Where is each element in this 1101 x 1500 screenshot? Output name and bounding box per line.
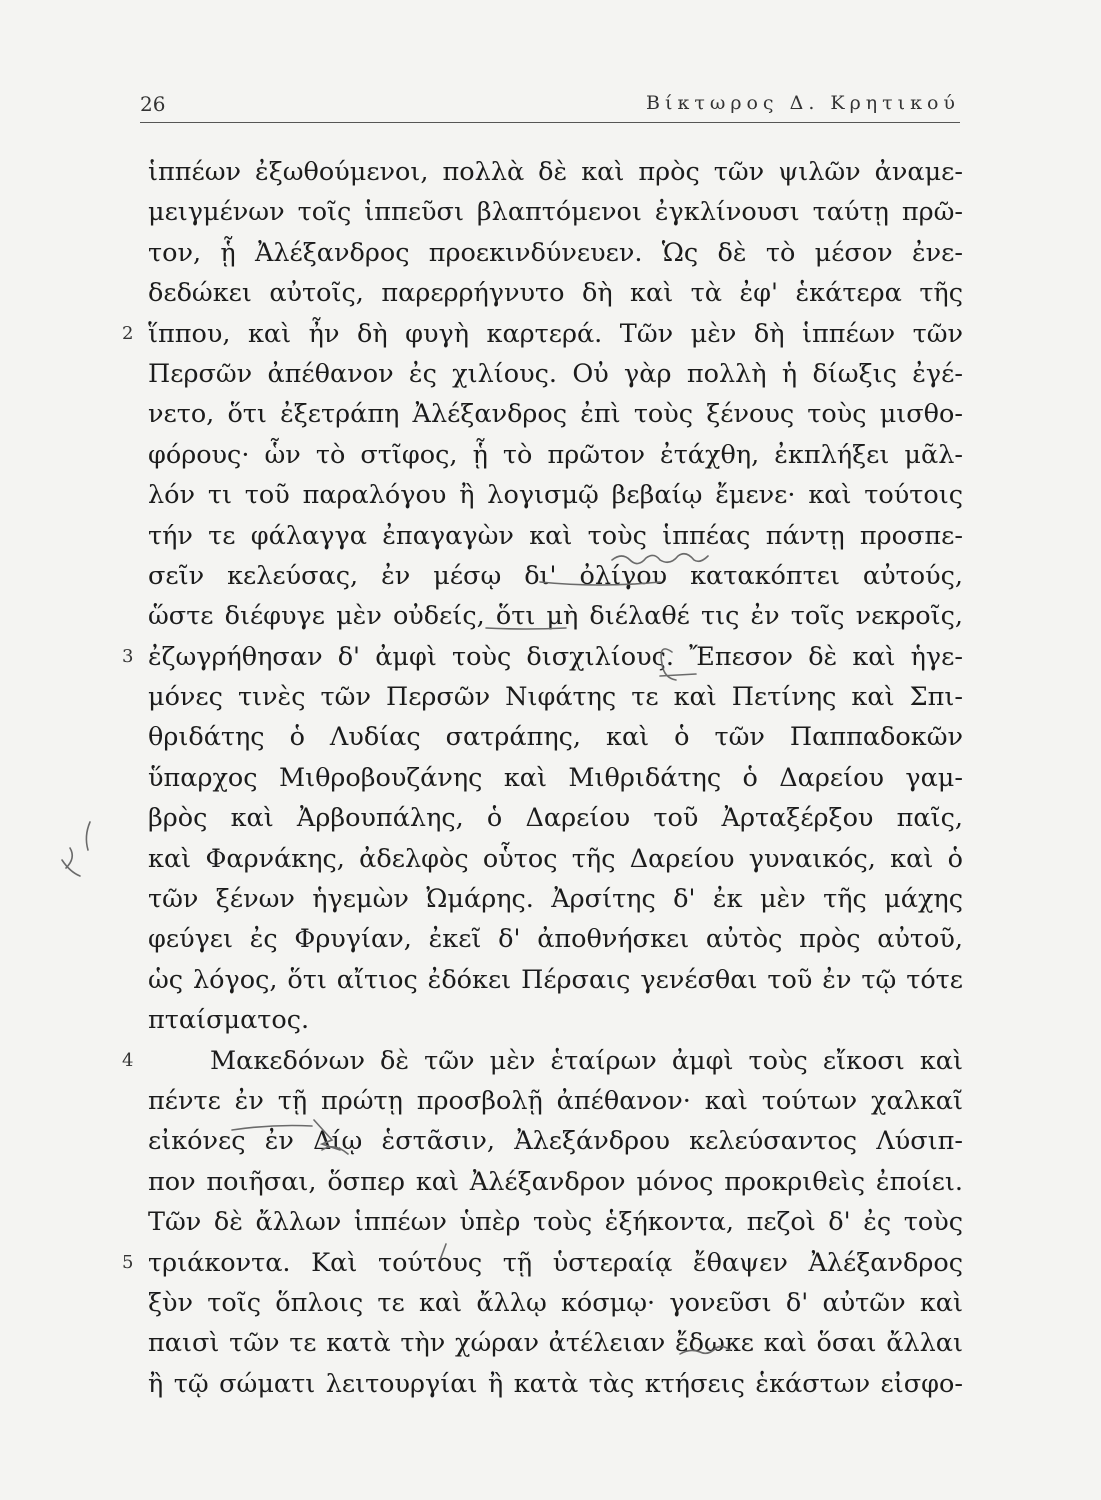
running-head: Βίκτωρος Δ. Κρητικού	[646, 92, 960, 114]
line-text: φεύγει ἐς Φρυγίαν, ἐκεῖ δ' ἀποθνήσκει αὐτὸς πρὸς αὐτοῦ,	[148, 924, 963, 955]
text-line	[148, 677, 963, 717]
text-line	[148, 1364, 963, 1404]
text-line	[148, 273, 963, 313]
line-text: τριάκοντα. Καὶ τούτους τῇ ὑστεραίᾳ ἔθαψεν Ἀλέξανδρος	[148, 1247, 963, 1278]
line-text: τήν τε φάλαγγα ἐπαγαγὼν καὶ τοὺς ἱππέας πάντῃ προσπε-	[148, 520, 963, 551]
section-number: 2	[122, 322, 134, 344]
line-text: ἵππου, καὶ ἦν δὴ φυγὴ καρτερά. Τῶν μὲν δὴ ἱππέων τῶν	[148, 318, 963, 349]
text-line	[148, 152, 963, 192]
line-text: σεῖν κελεύσας, ἐν μέσῳ δι' ὀλίγου κατακόπτει αὐτούς,	[148, 560, 963, 591]
section-number: 4	[122, 1049, 134, 1071]
line-text: νετο, ὅτι ἐξετράπη Ἀλέξανδρος ἐπὶ τοὺς ξένους τοὺς μισθο-	[148, 399, 963, 430]
line-text: παισὶ τῶν τε κατὰ τὴν χώραν ἀτέλειαν ἔδωκε καὶ ὅσαι ἄλλαι	[148, 1328, 963, 1359]
line-text: βρὸς καὶ Ἀρβουπάλης, ὁ Δαρείου τοῦ Ἀρταξέρξου παῖς,	[148, 803, 963, 834]
text-line	[122, 1243, 963, 1283]
text-line	[148, 475, 963, 515]
text-line	[148, 839, 963, 879]
text-line	[148, 717, 963, 757]
body-text	[122, 152, 963, 1404]
line-text: ὡς λόγος, ὅτι αἴτιος ἐδόκει Πέρσαις γενέσθαι τοῦ ἐν τῷ τότε	[148, 964, 963, 995]
line-text: μόνες τινὲς τῶν Περσῶν Νιφάτης τε καὶ Πετίνης καὶ Σπι-	[148, 682, 963, 713]
text-line	[148, 516, 963, 556]
section-number: 3	[122, 645, 134, 667]
text-line	[148, 394, 963, 434]
line-text: ὕπαρχος Μιθροβουζάνης καὶ Μιθριδάτης ὁ Δαρείου γαμ-	[148, 762, 963, 793]
line-text: θριδάτης ὁ Λυδίας σατράπης, καὶ ὁ τῶν Παππαδοκῶν	[148, 722, 963, 753]
line-text: ἐζωγρήθησαν δ' ἀμφὶ τοὺς δισχιλίους. Ἔπεσον δὲ καὶ ἡγε-	[148, 641, 963, 672]
text-line	[148, 233, 963, 273]
text-line	[148, 354, 963, 394]
text-line	[148, 596, 963, 636]
text-line	[148, 960, 963, 1000]
line-text: Περσῶν ἀπέθανον ἐς χιλίους. Οὐ γὰρ πολλὴ ἡ δίωξις ἐγέ-	[148, 358, 963, 389]
line-text: ἢ τῷ σώματι λειτουργίαι ἢ κατὰ τὰς κτήσεις ἑκάστων εἰσφο-	[148, 1368, 963, 1399]
text-line	[122, 637, 963, 677]
text-line	[148, 192, 963, 232]
text-line	[148, 556, 963, 596]
line-text: πταίσματος.	[148, 1005, 310, 1036]
line-text: λόν τι τοῦ παραλόγου ἢ λογισμῷ βεβαίῳ ἔμενε· καὶ τούτοις	[148, 480, 963, 511]
page-number: 26	[140, 92, 166, 116]
text-line	[148, 758, 963, 798]
line-text: πέντε ἐν τῇ πρώτῃ προσβολῇ ἀπέθανον· καὶ τούτων χαλκαῖ	[148, 1085, 963, 1116]
text-line	[148, 1323, 963, 1363]
text-line	[148, 1283, 963, 1323]
text-line	[148, 1121, 963, 1161]
line-text: ξὺν τοῖς ὅπλοις τε καὶ ἄλλῳ κόσμῳ· γονεῦσι δ' αὐτῶν καὶ	[148, 1287, 963, 1318]
text-line	[148, 1000, 963, 1040]
text-line	[148, 879, 963, 919]
text-line	[148, 1202, 963, 1242]
text-line	[122, 314, 963, 354]
line-text: δεδώκει αὐτοῖς, παρερρήγνυτο δὴ καὶ τὰ ἐφ' ἑκάτερα τῆς	[148, 278, 963, 309]
line-text: μειγμένων τοῖς ἱππεῦσι βλαπτόμενοι ἐγκλίνουσι ταύτῃ πρῶ-	[148, 197, 963, 228]
text-line	[148, 919, 963, 959]
line-text: τῶν ξένων ἡγεμὼν Ὠμάρης. Ἀρσίτης δ' ἐκ μὲν τῆς μάχης	[148, 884, 963, 915]
line-text: φόρους· ὧν τὸ στῖφος, ᾗ τὸ πρῶτον ἐτάχθη, ἐκπλήξει μᾶλ-	[148, 439, 963, 470]
line-text: ὥστε διέφυγε μὲν οὐδείς, ὅτι μὴ διέλαθέ τις ἐν τοῖς νεκροῖς,	[148, 601, 963, 632]
line-text: εἰκόνες ἐν Δίῳ ἑστᾶσιν, Ἀλεξάνδρου κελεύσαντος Λύσιπ-	[148, 1126, 963, 1157]
text-line	[148, 435, 963, 475]
section-number: 5	[122, 1251, 134, 1273]
line-text: καὶ Φαρνάκης, ἀδελφὸς οὗτος τῆς Δαρείου γυναικός, καὶ ὁ	[148, 843, 963, 874]
line-text: πον ποιῆσαι, ὅσπερ καὶ Ἀλέξανδρον μόνος προκριθεὶς ἐποίει.	[148, 1166, 963, 1197]
line-text: Μακεδόνων δὲ τῶν μὲν ἑταίρων ἀμφὶ τοὺς εἴκοσι καὶ	[210, 1045, 963, 1076]
line-text: ἱππέων ἐξωθούμενοι, πολλὰ δὲ καὶ πρὸς τῶν ψιλῶν ἀναμε-	[148, 157, 963, 187]
text-line	[122, 1041, 963, 1081]
page-header	[140, 92, 960, 123]
text-line	[148, 798, 963, 838]
line-text: τον, ᾗ Ἀλέξανδρος προεκινδύνευεν. Ὡς δὲ τὸ μέσον ἐνε-	[148, 237, 963, 268]
text-line	[148, 1162, 963, 1202]
line-text: Τῶν δὲ ἄλλων ἱππέων ὑπὲρ τοὺς ἑξήκοντα, πεζοὶ δ' ἐς τοὺς	[148, 1207, 963, 1238]
text-line	[148, 1081, 963, 1121]
